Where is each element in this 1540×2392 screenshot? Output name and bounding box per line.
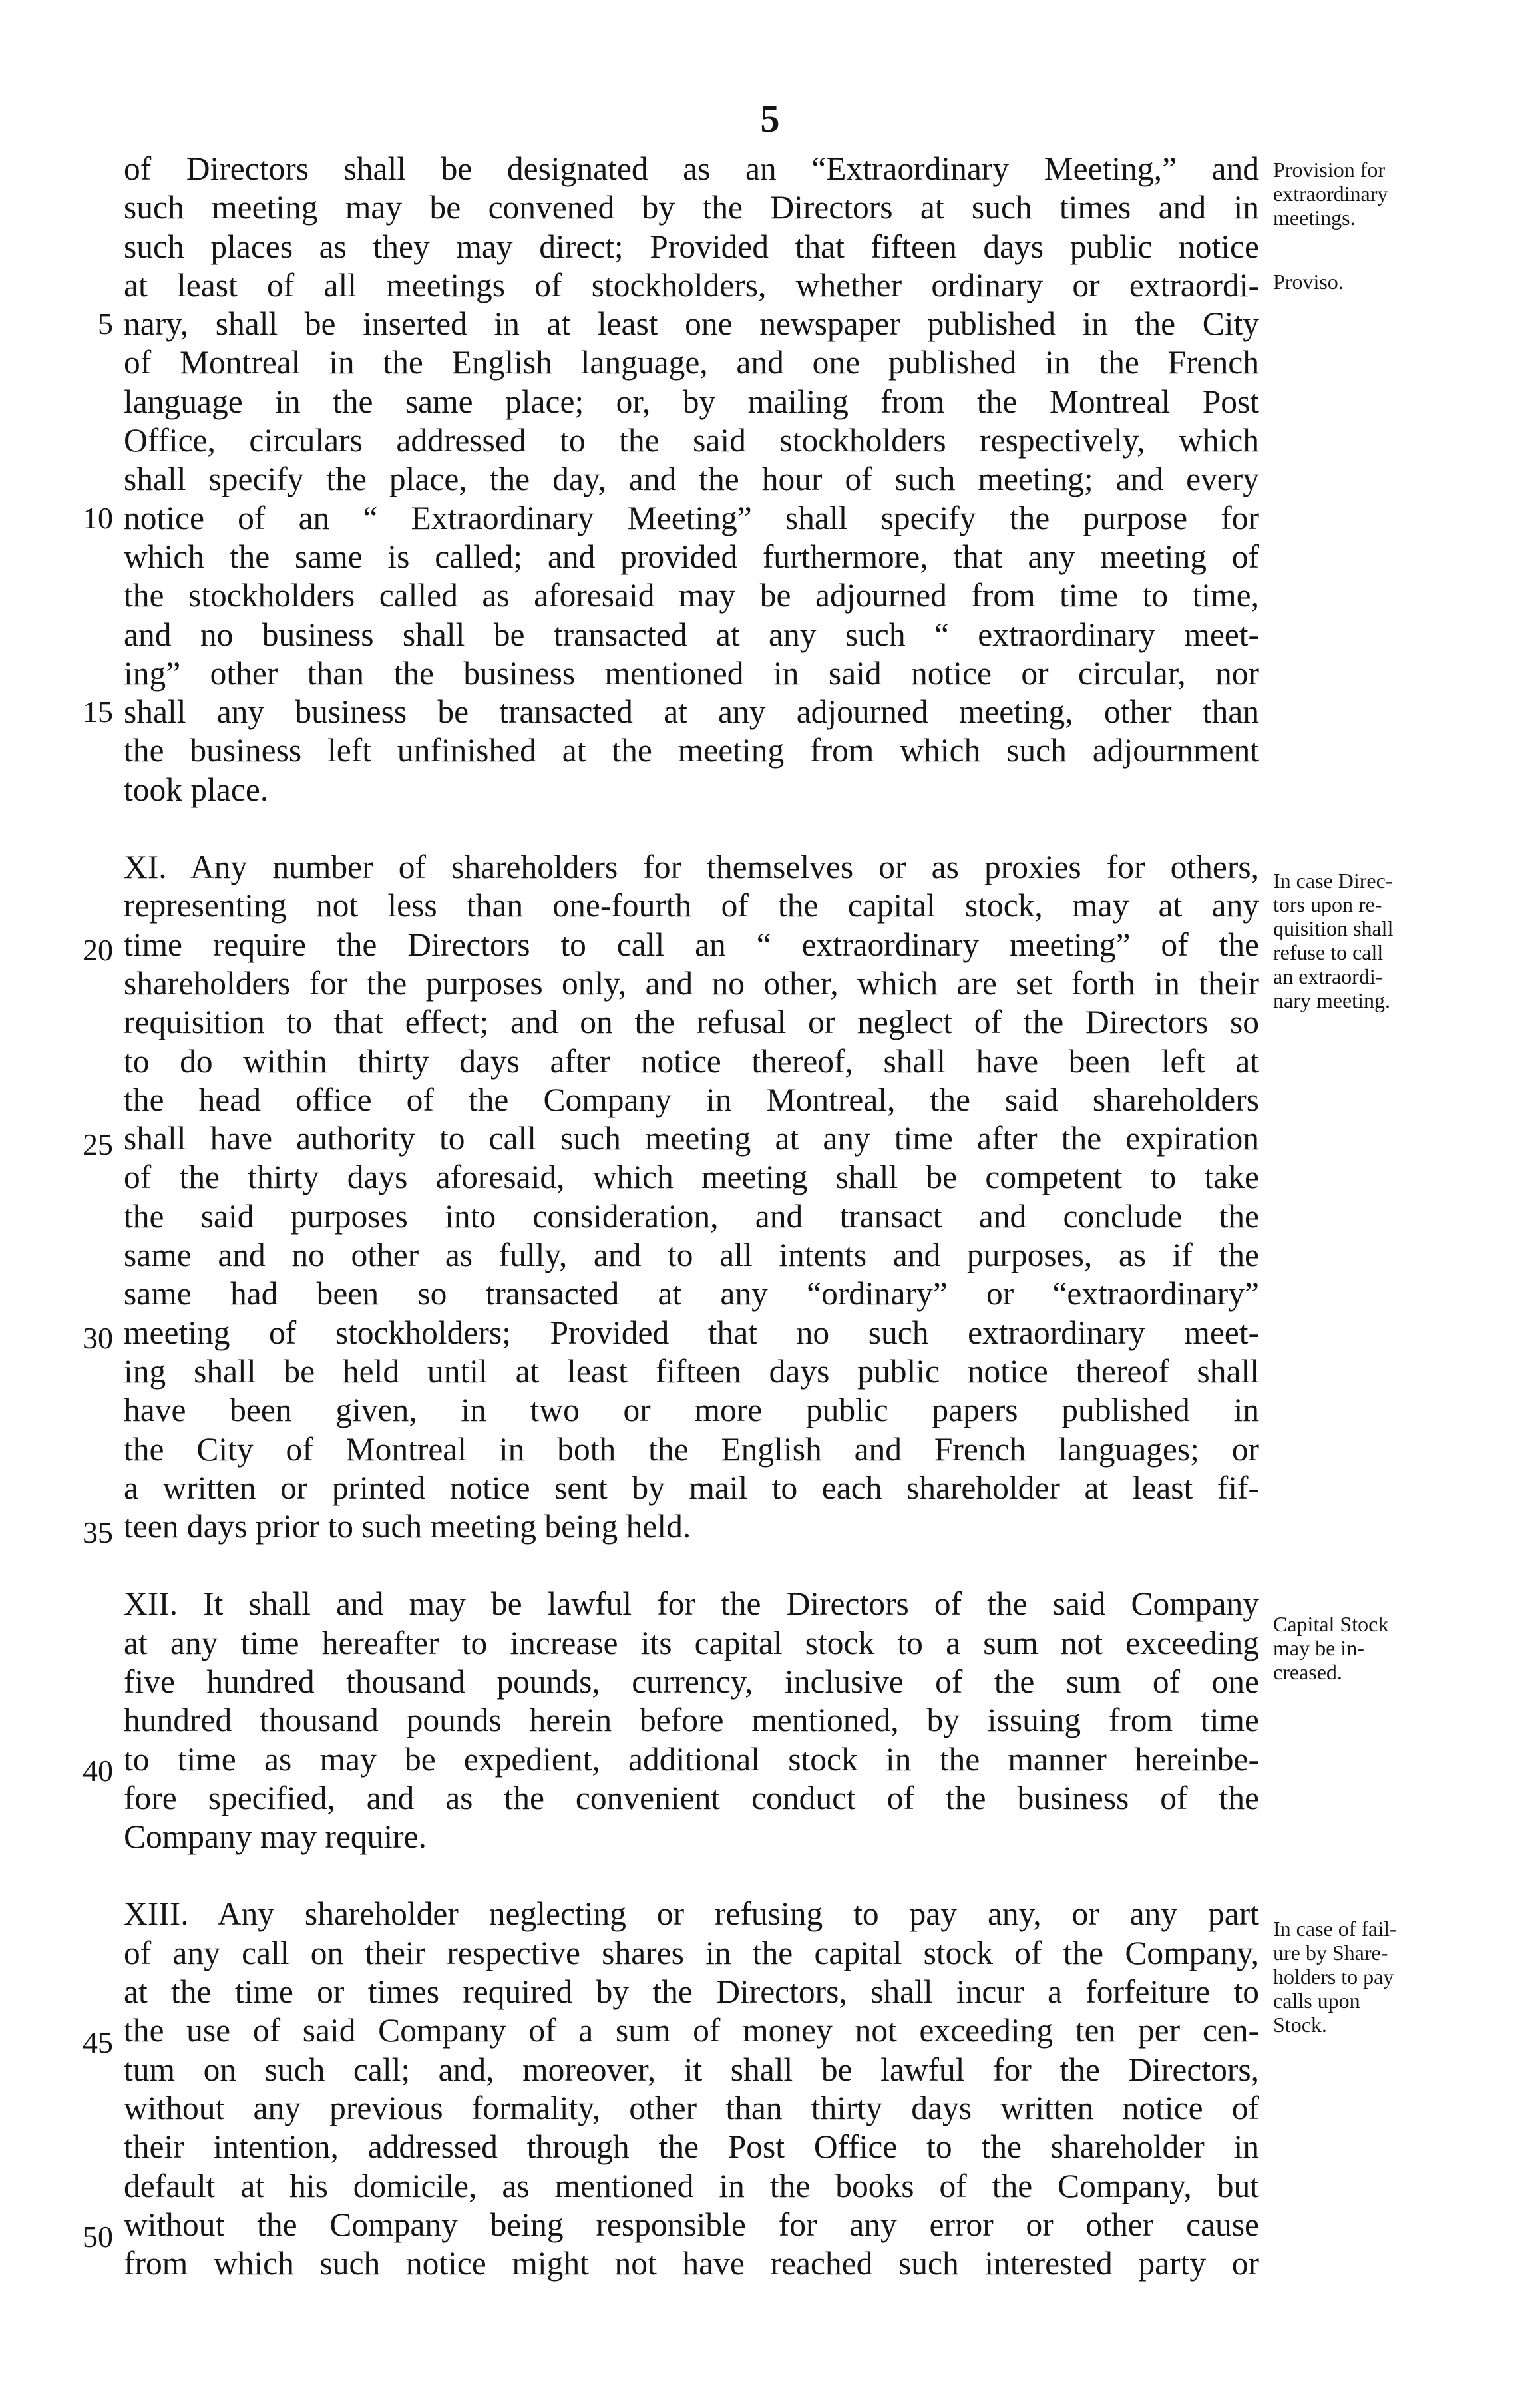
paragraph-section-xii <box>124 1585 1259 1856</box>
text-line: such meeting may be convened by the Directors at such times and in <box>124 189 1259 226</box>
margin-note-line: quisition shall <box>1273 916 1394 940</box>
margin-note-line: creased. <box>1273 1660 1342 1684</box>
margin-note-failure-to-pay-calls <box>1273 1917 1526 2037</box>
text-line: have been given, in two or more public papers published in <box>124 1392 1259 1429</box>
text-line: such places as they may direct; Provided that fifteen days public notice <box>124 228 1259 265</box>
paragraph-section-xiii <box>124 1895 1259 2283</box>
margin-note-line: calls upon <box>1273 1989 1360 2013</box>
text-line: of Montreal in the English language, and one published in the French <box>124 344 1259 381</box>
text-line: of Directors shall be designated as an “Extraordinary Meeting,” and <box>124 150 1259 187</box>
margin-note-line: may be in- <box>1273 1636 1364 1660</box>
text-line: Company may require. <box>124 1818 427 1856</box>
paragraph-directors-meetings <box>124 150 1259 809</box>
margin-note-line: an extraordi- <box>1273 964 1383 988</box>
text-line: nary, shall be inserted in at least one newspaper published in the City <box>124 305 1259 343</box>
margin-note-line: Stock. <box>1273 2013 1327 2037</box>
margin-note-directors-refuse-to-call-meeting <box>1273 869 1526 1012</box>
margin-note-line: nary meeting. <box>1273 988 1390 1012</box>
text-line: a written or printed notice sent by mail to each shareholder at least fif- <box>124 1469 1259 1506</box>
page-number: 5 <box>760 97 780 140</box>
margin-note-line: In case of fail- <box>1273 1917 1397 1941</box>
margin-note-line: holders to pay <box>1273 1965 1394 1989</box>
text-line: shareholders for the purposes only, and no other, which are set forth in their <box>124 964 1259 1002</box>
line-number: 25 <box>83 1127 113 1161</box>
text-line: shall any business be transacted at any adjourned meeting, other than <box>124 694 1259 731</box>
margin-note-capital-stock-increased <box>1273 1612 1526 1684</box>
margin-note-provision-for-extraordinary-meetings <box>1273 158 1526 230</box>
text-line: hundred thousand pounds herein before mentioned, by issuing from time <box>124 1702 1259 1739</box>
line-number: 20 <box>83 933 113 967</box>
text-line: teen days prior to such meeting being held. <box>124 1508 691 1545</box>
paragraph-section-xi <box>124 848 1259 1546</box>
text-line: at least of all meetings of stockholders, whether ordinary or extraordi- <box>124 266 1259 303</box>
text-line: XIII. Any shareholder neglecting or refusing to pay any, or any part <box>124 1895 1259 1933</box>
text-line: the business left unfinished at the meeting from which such adjournment <box>124 732 1259 769</box>
margin-note-line: tors upon re- <box>1273 893 1382 916</box>
text-line: language in the same place; or, by mailing from the Montreal Post <box>124 383 1259 420</box>
margin-note-proviso <box>1273 270 1526 294</box>
text-line: of the thirty days aforesaid, which meeting shall be competent to take <box>124 1159 1259 1196</box>
margin-note-line: refuse to call <box>1273 940 1384 964</box>
text-line: their intention, addressed through the Post Office to the shareholder in <box>124 2128 1259 2166</box>
text-line: from which such notice might not have reached such interested party or <box>124 2245 1259 2282</box>
text-line: which the same is called; and provided furthermore, that any meeting of <box>124 538 1259 575</box>
text-line: the head office of the Company in Montreal, the said shareholders <box>124 1081 1259 1118</box>
text-line: five hundred thousand pounds, currency, inclusive of the sum of one <box>124 1663 1259 1700</box>
main-text <box>124 150 1259 2283</box>
line-number: 40 <box>83 1754 113 1788</box>
text-line: tum on such call; and, moreover, it shall be lawful for the Directors, <box>124 2051 1259 2088</box>
text-line: ing” other than the business mentioned in said notice or circular, nor <box>124 654 1259 692</box>
margin-note-line: Capital Stock <box>1273 1612 1389 1636</box>
text-line: without the Company being responsible for any error or other cause <box>124 2206 1259 2243</box>
text-line: same and no other as fully, and to all intents and purposes, as if the <box>124 1237 1259 1274</box>
text-line: Office, circulars addressed to the said stockholders respectively, which <box>124 422 1259 459</box>
text-line: notice of an “ Extraordinary Meeting” shall specify the purpose for <box>124 499 1259 536</box>
text-line: and no business shall be transacted at any such “ extraordinary meet- <box>124 616 1259 653</box>
text-line: without any previous formality, other than thirty days written notice of <box>124 2089 1259 2126</box>
margin-note-line: Provision for <box>1273 158 1385 182</box>
margin-note-line: meetings. <box>1273 206 1356 230</box>
text-line: the City of Montreal in both the English and French languages; or <box>124 1430 1259 1468</box>
line-number: 50 <box>83 2220 113 2254</box>
text-line: default at his domicile, as mentioned in the books of the Company, but <box>124 2167 1259 2204</box>
text-line: same had been so transacted at any “ordinary” or “extraordinary” <box>124 1275 1259 1312</box>
text-line: to do within thirty days after notice thereof, shall have been left at <box>124 1042 1259 1080</box>
text-line: to time as may be expedient, additional stock in the manner hereinbe- <box>124 1740 1259 1778</box>
text-line: ing shall be held until at least fifteen days public notice thereof shall <box>124 1352 1259 1390</box>
margin-note-line: In case Direc- <box>1273 869 1393 893</box>
text-line: shall specify the place, the day, and the hour of such meeting; and every <box>124 461 1259 498</box>
text-line: fore specified, and as the convenient conduct of the business of the <box>124 1779 1259 1816</box>
text-line: meeting of stockholders; Provided that no such extraordinary meet- <box>124 1314 1259 1351</box>
text-line: representing not less than one-fourth of the capital stock, may at any <box>124 887 1259 924</box>
line-number: 30 <box>83 1321 113 1355</box>
line-number: 15 <box>83 695 113 729</box>
text-line: requisition to that effect; and on the refusal or neglect of the Directors so <box>124 1004 1259 1041</box>
text-line: took place. <box>124 771 269 808</box>
line-number: 45 <box>83 2025 113 2059</box>
text-line: shall have authority to call such meeting at any time after the expiration <box>124 1120 1259 1157</box>
text-line: the stockholders called as aforesaid may be adjourned from time to time, <box>124 577 1259 614</box>
line-number: 5 <box>98 307 113 341</box>
text-line: XII. It shall and may be lawful for the Directors of the said Company <box>124 1585 1259 1623</box>
text-line: the said purposes into consideration, and transact and conclude the <box>124 1197 1259 1235</box>
margin-note-line: Proviso. <box>1273 270 1344 294</box>
text-line: the use of said Company of a sum of money not exceeding ten per cen- <box>124 2012 1259 2049</box>
text-line: XI. Any number of shareholders for themselves or as proxies for others, <box>124 849 1259 886</box>
line-number: 10 <box>83 501 113 535</box>
margin-note-line: ure by Share- <box>1273 1941 1388 1965</box>
text-line: at any time hereafter to increase its capital stock to a sum not exceeding <box>124 1624 1259 1661</box>
margin-note-line: extraordinary <box>1273 182 1388 206</box>
line-number: 35 <box>83 1515 113 1549</box>
text-line: of any call on their respective shares in the capital stock of the Company, <box>124 1934 1259 1971</box>
text-line: at the time or times required by the Directors, shall incur a forfeiture to <box>124 1973 1259 2011</box>
text-line: time require the Directors to call an “ extraordinary meeting” of the <box>124 926 1259 963</box>
